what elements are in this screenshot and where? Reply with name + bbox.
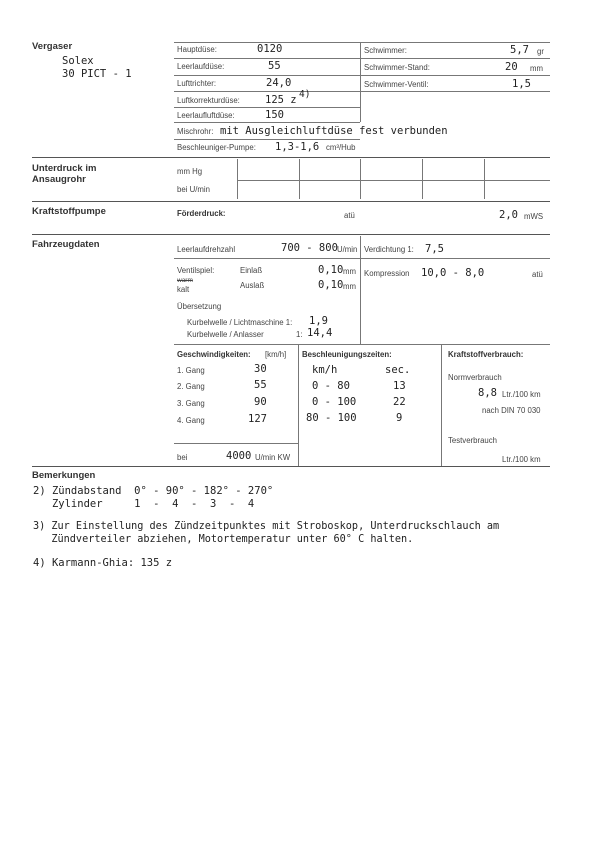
schwimmer-value: 5,7 — [510, 44, 529, 56]
gang-3-value: 90 — [254, 396, 267, 408]
rule — [299, 159, 300, 199]
mmhg-label: mm Hg — [177, 167, 203, 176]
note-2-line-1: 2) Zündabstand 0° - 90° - 182° - 270° — [33, 485, 274, 497]
norm-value: 8,8 — [478, 387, 497, 399]
section-rule — [32, 234, 550, 235]
foerderdruck-value: 2,0 — [499, 209, 518, 221]
rule — [174, 42, 550, 43]
verbrauch-heading: Kraftstoffverbrauch: — [448, 350, 524, 359]
section-heading-unterdruck-2: Ansaugrohr — [32, 174, 86, 185]
schwimmer-label: Schwimmer: — [364, 46, 407, 55]
rule — [174, 344, 550, 345]
foerderdruck-unit: mWS — [524, 212, 544, 221]
ventilspiel-warm-struck: warm — [177, 277, 193, 284]
foerderdruck-atue: atü — [344, 211, 355, 220]
auslass-unit: mm — [343, 282, 356, 291]
rule — [441, 344, 442, 466]
beschleunigung-range-3: 80 - 100 — [306, 412, 357, 424]
note-4-line-1: 4) Karmann-Ghia: 135 z — [33, 557, 173, 569]
schwimmer-stand-label: Schwimmer-Stand: — [364, 63, 430, 72]
mischrohr-label: Mischrohr: — [177, 127, 214, 136]
foerderdruck-label: Förderdruck: — [177, 209, 226, 218]
leerlaufduese-value: 55 — [268, 60, 281, 72]
rule — [237, 180, 550, 181]
luftkorrekturduese-label: Luftkorrekturdüse: — [177, 96, 240, 105]
pumpe-value: 1,3-1,6 — [275, 141, 320, 153]
rule — [298, 344, 299, 466]
anlasser-label: Kurbelwelle / Anlasser — [187, 330, 264, 339]
beschleunigung-col-kmh: km/h — [312, 364, 338, 376]
pumpe-unit: cm³/Hub — [326, 143, 356, 152]
rule — [174, 122, 360, 123]
einlass-unit: mm — [343, 267, 356, 276]
note-2-line-2: Zylinder 1 - 4 - 3 - 4 — [33, 498, 255, 510]
section-heading-vergaser: Vergaser — [32, 41, 73, 52]
einlass-label: Einlaß — [240, 266, 263, 275]
ventilspiel-kalt: kalt — [177, 285, 190, 294]
luftkorrekturduese-note: 4) — [299, 89, 311, 100]
gang-2-value: 55 — [254, 379, 267, 391]
rule — [174, 258, 550, 259]
gang-4-label: 4. Gang — [177, 416, 205, 425]
section-rule — [32, 466, 550, 467]
leerlauf-unit: U/min — [337, 245, 358, 254]
beschleunigung-sec-2: 22 — [393, 396, 406, 408]
norm-unit: Ltr./100 km — [502, 390, 541, 399]
gang-3-label: 3. Gang — [177, 399, 205, 408]
rule — [174, 107, 360, 108]
test-label: Testverbrauch — [448, 436, 497, 445]
beschleunigung-sec-3: 9 — [396, 412, 403, 424]
section-rule — [32, 201, 550, 202]
pumpe-label: Beschleuniger-Pumpe: — [177, 143, 256, 152]
gang-2-label: 2. Gang — [177, 382, 205, 391]
beschleunigung-range-1: 0 - 80 — [312, 380, 350, 392]
leerlauf-value: 700 - 800 — [281, 242, 338, 254]
hauptduese-value: 0120 — [257, 43, 283, 55]
section-heading-bemerkungen: Bemerkungen — [32, 470, 96, 481]
beschleunigung-range-2: 0 - 100 — [312, 396, 357, 408]
hauptduese-label: Hauptdüse: — [177, 45, 217, 54]
gang-1-label: 1. Gang — [177, 366, 205, 375]
norm-label: Normverbrauch — [448, 373, 502, 382]
schwimmer-ventil-label: Schwimmer-Ventil: — [364, 80, 429, 89]
rule — [174, 58, 360, 59]
test-unit: Ltr./100 km — [502, 455, 541, 464]
rule — [484, 159, 485, 199]
auslass-value: 0,10 — [318, 279, 344, 291]
leerlaufduese-label: Leerlaufdüse: — [177, 62, 225, 71]
note-3-line-2: Zündverteiler abziehen, Motortemperatur unter 60° C halten. — [33, 534, 414, 545]
note-3-line-1: 3) Zur Einstellung des Zündzeitpunktes mit Stroboskop, Unterdruckschlauch am — [33, 521, 500, 532]
leerlauf-label: Leerlaufdrehzahl — [177, 245, 236, 254]
geschwindigkeiten-unit: [km/h] — [265, 350, 287, 359]
carburetor-model: 30 PICT - 1 — [62, 68, 132, 80]
leerlaufluftduese-value: 150 — [265, 109, 284, 121]
upm-label: bei U/min — [177, 185, 210, 194]
beschleunigung-sec-1: 13 — [393, 380, 406, 392]
gang-4-value: 127 — [248, 413, 267, 425]
schwimmer-unit: gr — [537, 47, 544, 56]
einlass-value: 0,10 — [318, 264, 344, 276]
kompression-value: 10,0 - 8,0 — [421, 267, 485, 279]
carburetor-brand: Solex — [62, 55, 94, 67]
gang-1-value: 30 — [254, 363, 267, 375]
schwimmer-ventil-value: 1,5 — [512, 78, 531, 90]
bei-value: 4000 — [226, 450, 252, 462]
mischrohr-value: mit Ausgleichluftdüse fest verbunden — [220, 125, 448, 137]
bei-unit: U/min KW — [255, 453, 291, 462]
rule — [360, 236, 361, 344]
rule — [360, 159, 361, 199]
lichtmaschine-label: Kurbelwelle / Lichtmaschine 1: — [187, 318, 293, 327]
rule — [174, 91, 550, 92]
kompression-label: Kompression — [364, 269, 410, 278]
geschwindigkeiten-heading: Geschwindigkeiten: — [177, 350, 251, 359]
rule — [360, 58, 550, 59]
schwimmer-stand-unit: mm — [530, 64, 543, 73]
auslass-label: Auslaß — [240, 281, 265, 290]
luftkorrekturduese-value: 125 z — [265, 94, 297, 106]
section-rule — [32, 157, 550, 158]
lufttrichter-value: 24,0 — [266, 77, 292, 89]
bei-label: bei — [177, 453, 188, 462]
beschleunigung-col-sec: sec. — [385, 364, 411, 376]
rule — [174, 75, 550, 76]
section-heading-kraftstoffpumpe: Kraftstoffpumpe — [32, 206, 106, 217]
ventilspiel-label: Ventilspiel: — [177, 266, 215, 275]
schwimmer-stand-value: 20 — [505, 61, 518, 73]
rule — [360, 42, 361, 122]
lichtmaschine-value: 1,9 — [309, 315, 328, 327]
rule — [422, 159, 423, 199]
beschleunigung-heading: Beschleunigungszeiten: — [302, 350, 392, 359]
anlasser-prefix: 1: — [296, 330, 303, 339]
verdichtung-label: Verdichtung 1: — [364, 245, 414, 254]
lufttrichter-label: Lufttrichter: — [177, 79, 216, 88]
verdichtung-value: 7,5 — [425, 243, 444, 255]
norm-din: nach DIN 70 030 — [482, 406, 541, 415]
section-heading-fahrzeugdaten: Fahrzeugdaten — [32, 239, 100, 250]
rule — [174, 443, 298, 444]
anlasser-value: 14,4 — [307, 327, 333, 339]
rule — [174, 139, 360, 140]
uebersetzung-label: Übersetzung — [177, 302, 222, 311]
kompression-unit: atü — [532, 270, 543, 279]
leerlaufluftduese-label: Leerlaufluftdüse: — [177, 111, 235, 120]
rule — [237, 159, 238, 199]
section-heading-unterdruck-1: Unterdruck im — [32, 163, 97, 174]
